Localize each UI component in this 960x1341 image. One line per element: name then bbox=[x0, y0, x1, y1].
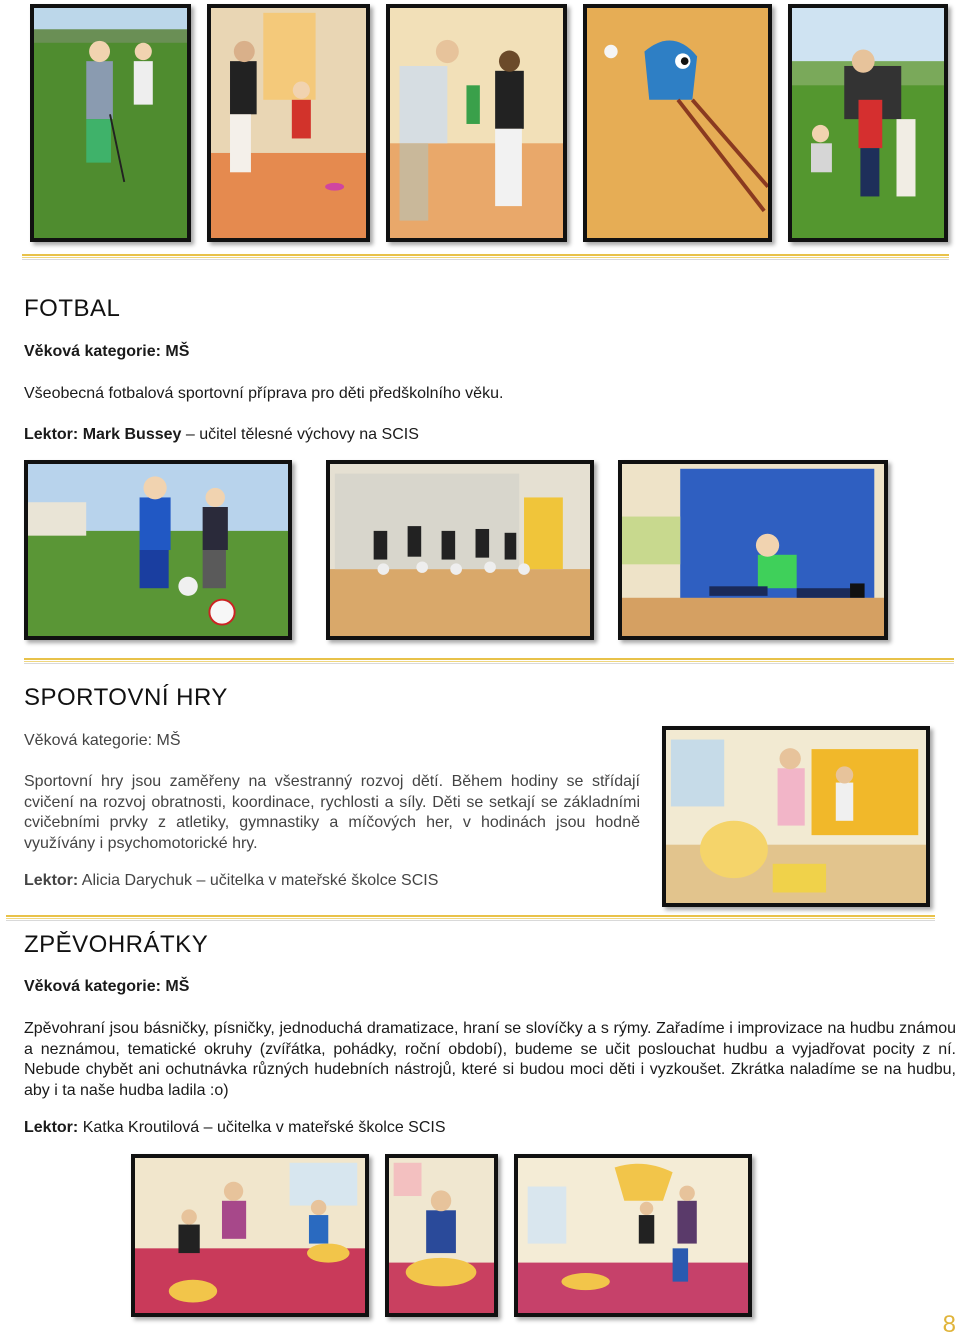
fotbal-lecturer bbox=[24, 425, 419, 446]
sportovni-lecturer-name: Alicia Darychuk bbox=[81, 872, 193, 889]
photo-music-class-circle bbox=[131, 1154, 369, 1317]
photo-boy-on-cushion bbox=[385, 1154, 498, 1317]
photo-father-child-golf-outdoor bbox=[788, 4, 948, 242]
fotbal-lecturer-role: – učitel tělesné výchovy na SCIS bbox=[185, 426, 419, 443]
page-number: 8 bbox=[942, 1311, 956, 1338]
photo-boys-football-field bbox=[24, 460, 292, 640]
zpevohratky-age-label: Věková kategorie: bbox=[24, 978, 161, 995]
photo-girls-gym-obstacles bbox=[662, 726, 930, 907]
sportovni-lecturer-role: – učitelka v mateřské školce SCIS bbox=[196, 872, 439, 889]
photo-children-golf-outdoor bbox=[30, 4, 191, 242]
sportovni-lecturer-label: Lektor: bbox=[24, 872, 79, 889]
zpevohratky-lecturer-name: Katka Kroutilová bbox=[82, 1119, 200, 1136]
fotbal-description: Všeobecná fotbalová sportovní příprava pro děti předškolního věku. bbox=[24, 385, 504, 402]
fotbal-lecturer-label: Lektor: bbox=[24, 426, 79, 443]
section-title-fotbal: FOTBAL bbox=[24, 295, 121, 322]
photo-children-football-gym bbox=[326, 460, 594, 640]
divider-sportovni-zpevo bbox=[6, 915, 935, 920]
zpevohratky-age-value: MŠ bbox=[165, 978, 190, 995]
fotbal-age-category bbox=[24, 342, 189, 363]
photo-coach-children-indoor bbox=[386, 4, 567, 242]
fotbal-age-label: Věková kategorie: bbox=[24, 343, 161, 360]
sportovni-age-category bbox=[24, 731, 181, 752]
photo-teacher-golf-indoor bbox=[207, 4, 370, 242]
zpevohratky-age-category bbox=[24, 977, 189, 998]
section-title-sportovni-hry: SPORTOVNÍ HRY bbox=[24, 684, 228, 711]
fotbal-age-value: MŠ bbox=[165, 343, 190, 360]
zpevohratky-lecturer-role: – učitelka v mateřské školce SCIS bbox=[203, 1119, 446, 1136]
sportovni-age-label: Věková kategorie: bbox=[24, 732, 153, 749]
zpevohratky-lecturer-label: Lektor: bbox=[24, 1119, 79, 1136]
zpevohratky-lecturer bbox=[24, 1118, 446, 1139]
sportovni-lecturer bbox=[24, 871, 438, 892]
sportovni-age-value: MŠ bbox=[156, 732, 181, 749]
section-title-zpevohratky: ZPĚVOHRÁTKY bbox=[24, 931, 209, 958]
zpevohratky-description: Zpěvohraní jsou básničky, písničky, jednoduchá dramatizace, hraní se slovíčky a s rýmy. Zařadíme i improvizace na hudbu známou a neznámou, tematické okruhy (zvířátka, pohádky, roční období), budeme se učit poslouchat hudbu a vyjadřovat pocity z ní. Nebude chybět ani ochutnávka různých hudebních nástrojů, které si budou moci děti i vyzkoušet. Zkrátka naladíme se na hudbu, aby i ta naše hudba ladila :o) bbox=[24, 1020, 956, 1099]
fotbal-lecturer-name: Mark Bussey bbox=[82, 426, 182, 443]
divider-top bbox=[22, 254, 949, 259]
divider-fotbal-sportovni bbox=[24, 658, 954, 663]
photo-goalkeeper-boy-gym bbox=[618, 460, 888, 640]
photo-music-room-wide bbox=[514, 1154, 752, 1317]
photo-toy-golf-target bbox=[583, 4, 772, 242]
sportovni-description: Sportovní hry jsou zaměřeny na všestranný rozvoj dětí. Během hodiny se střídají cvičení na rozvoj obratnosti, koordinace, rychlosti a síly. Děti se setkají se základními cvičebními prvky z atletiky, gymnastiky a míčových her, v hodinách jsou hodně využívány i psychomotorické hry. bbox=[24, 773, 640, 852]
